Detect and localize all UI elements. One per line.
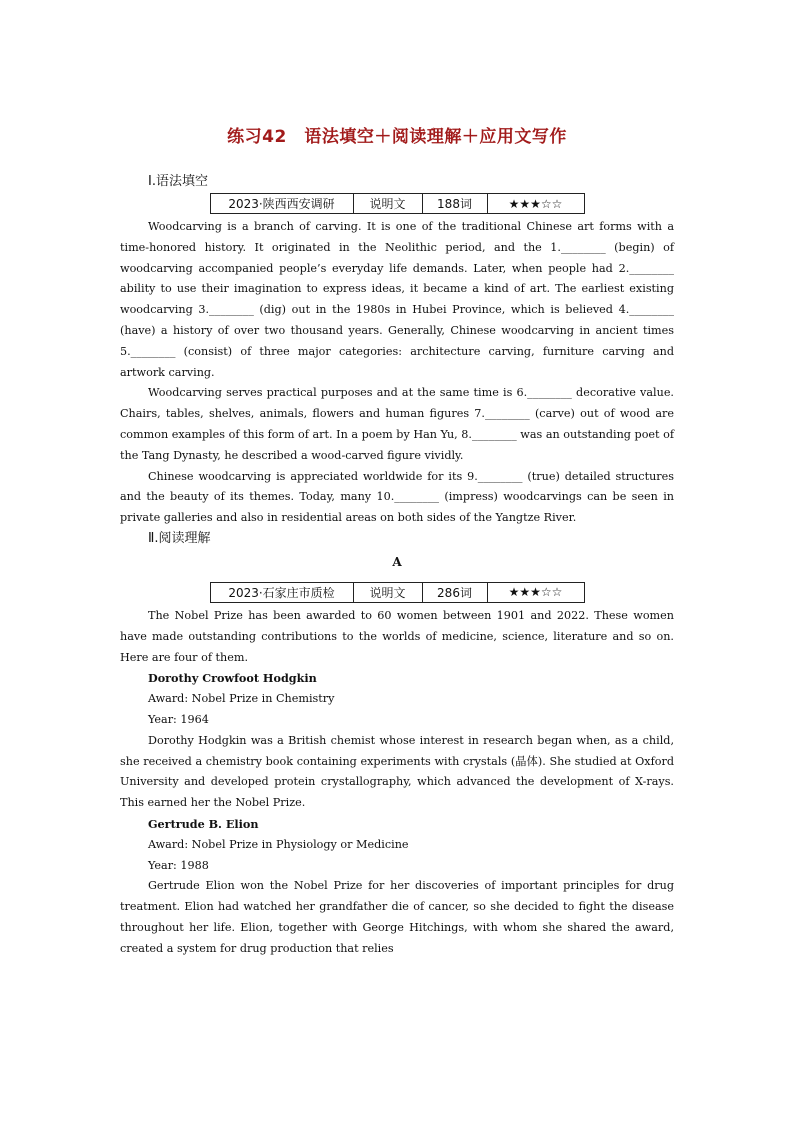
page-title: 练习42 语法填空＋阅读理解＋应用文写作 [227, 127, 567, 147]
grammar-paragraph-2: Woodcarving serves practical purposes and at the same time is 6.________ decorative value. Chairs, tables, shelves, animals, flowers and human figures 7.________ (carve) out of wood are common examples of this form of art. In a poem by Han Yu, 8.________ was an outstanding poet of the Tang Dynasty, he described a wood-carved figure vividly. [120, 386, 674, 462]
meta-source: 2023·陕西西安调研 [210, 194, 353, 214]
meta-genre: 说明文 [353, 582, 422, 602]
reading-intro: The Nobel Prize has been awarded to 60 women between 1901 and 2022. These women have made outstanding contributions to the worlds of medicine, science, literature and so on. Here are four of them. [120, 608, 674, 664]
section-heading-reading: Ⅱ.阅读理解 [148, 530, 211, 546]
section-heading-grammar: Ⅰ.语法填空 [148, 174, 208, 189]
meta-word-count: 188词 [422, 194, 487, 214]
person-bio: Gertrude Elion won the Nobel Prize for her discoveries of important principles for drug treatment. Elion had watched her grandfather die of cancer, so she decided to fight the disease throughout her life. Elion, together with George Hitchings, with whom she shared the award, created a system for drug production that relies [120, 879, 674, 955]
person-year: Year: 1988 [148, 858, 209, 872]
meta-genre: 说明文 [353, 194, 422, 214]
meta-table-reading [210, 582, 585, 603]
meta-source: 2023·石家庄市质检 [210, 582, 353, 602]
person-year: Year: 1964 [148, 712, 209, 726]
person-award: Award: Nobel Prize in Chemistry [148, 692, 335, 706]
person-bio: Dorothy Hodgkin was a British chemist whose interest in research began when, as a child, she received a chemistry book containing experiments with crystals (晶体). She studied at Oxford University and developed protein crystallography, which advanced the development of X-rays. This earned her the Nobel Prize. [120, 733, 674, 810]
meta-difficulty-stars: ★★★☆☆ [487, 194, 584, 214]
meta-table-grammar [210, 193, 585, 214]
person-name: Gertrude B. Elion [148, 816, 259, 831]
person-award: Award: Nobel Prize in Physiology or Medicine [148, 837, 409, 851]
passage-label: A [392, 554, 402, 569]
grammar-paragraph-3: Chinese woodcarving is appreciated worldwide for its 9.________ (true) detailed structures and the beauty of its themes. Today, many 10.________ (impress) woodcarvings can be seen in private galleries and also in residential areas on both sides of the Yangtze River. [120, 469, 674, 525]
person-name: Dorothy Crowfoot Hodgkin [148, 671, 317, 686]
content-area [120, 172, 674, 960]
grammar-paragraph-1: Woodcarving is a branch of carving. It is one of the traditional Chinese art forms with a time-honored history. It originated in the Neolithic period, and the 1.________ (begin) of woodcarving accompanied people’s everyday life demands. Later, when people had 2.________ ability to use their imagination to express ideas, it became a kind of art. The earliest existing woodcarving 3.________ (dig) out in the 1980s in Hubei Province, which is believed 4.________ (have) a history of over two thousand years. Generally, Chinese woodcarving in ancient times 5.________ (consist) of three major categories: architecture carving, furniture carving and artwork carving. [120, 220, 674, 379]
meta-difficulty-stars: ★★★☆☆ [487, 582, 584, 602]
meta-word-count: 286词 [422, 582, 487, 602]
